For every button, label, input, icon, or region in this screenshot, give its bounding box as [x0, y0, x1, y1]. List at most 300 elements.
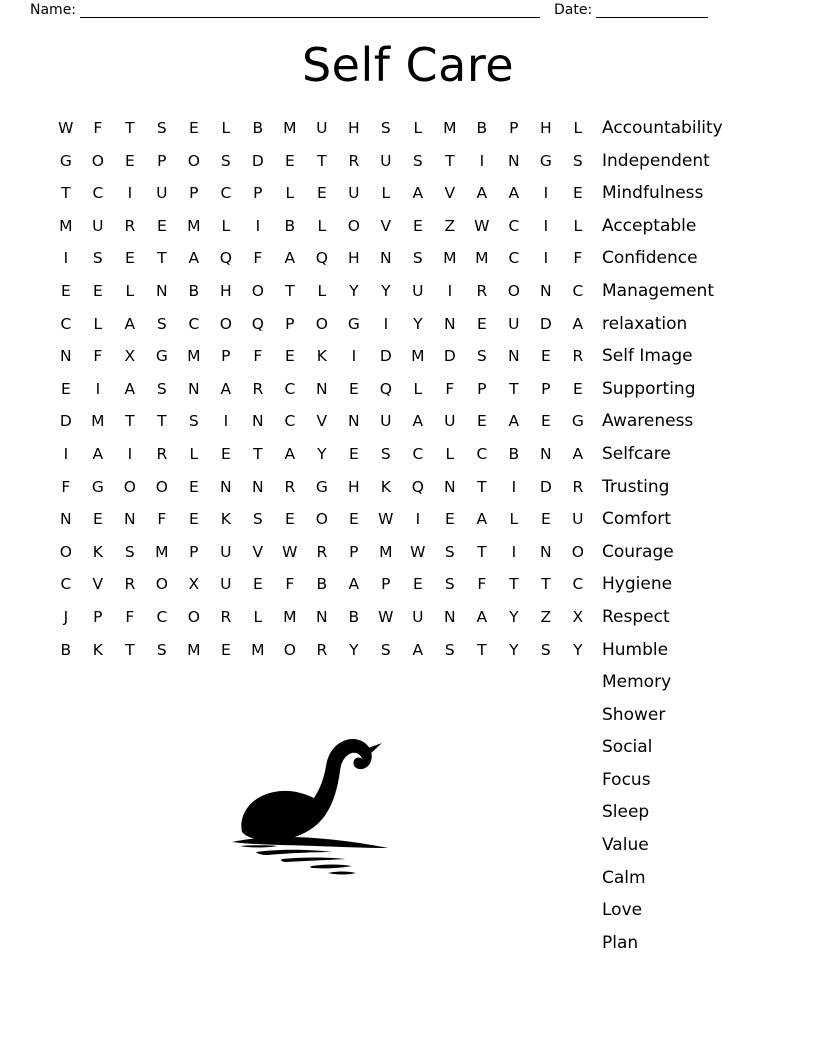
grid-cell[interactable]: O: [155, 477, 169, 496]
grid-cell[interactable]: A: [92, 444, 104, 463]
grid-cell[interactable]: O: [59, 542, 73, 561]
grid-cell[interactable]: D: [251, 151, 265, 170]
name-input-line[interactable]: [80, 5, 540, 18]
grid-cell[interactable]: B: [188, 281, 200, 300]
word-list-item[interactable]: Social: [602, 737, 653, 758]
grid-cell[interactable]: A: [348, 575, 360, 594]
grid-cell[interactable]: U: [444, 412, 456, 431]
grid-cell[interactable]: I: [255, 216, 261, 235]
grid-cell[interactable]: T: [477, 640, 487, 659]
word-list-item[interactable]: Memory: [602, 672, 672, 693]
grid-cell[interactable]: N: [156, 281, 168, 300]
word-list-item[interactable]: Value: [602, 835, 649, 856]
grid-cell[interactable]: D: [379, 347, 393, 366]
grid-cell[interactable]: E: [124, 249, 136, 268]
word-list-item[interactable]: Self Image: [602, 346, 693, 367]
grid-cell[interactable]: F: [157, 510, 167, 529]
grid-cell[interactable]: C: [508, 249, 520, 268]
grid-cell[interactable]: F: [285, 575, 295, 594]
word-list-item[interactable]: Sleep: [602, 802, 650, 823]
grid-cell[interactable]: K: [92, 542, 104, 561]
grid-cell[interactable]: O: [219, 314, 233, 333]
grid-cell[interactable]: K: [92, 640, 104, 659]
grid-cell[interactable]: O: [315, 314, 329, 333]
grid-cell[interactable]: P: [93, 607, 103, 626]
grid-cell[interactable]: P: [349, 542, 359, 561]
grid-cell[interactable]: A: [124, 314, 136, 333]
grid-cell[interactable]: P: [189, 542, 199, 561]
grid-cell[interactable]: T: [125, 412, 135, 431]
grid-cell[interactable]: R: [572, 347, 584, 366]
grid-cell[interactable]: I: [63, 444, 69, 463]
grid-cell[interactable]: U: [348, 184, 360, 203]
grid-cell[interactable]: A: [188, 249, 200, 268]
grid-cell[interactable]: Y: [349, 281, 359, 300]
grid-cell[interactable]: I: [415, 510, 421, 529]
grid-cell[interactable]: N: [380, 249, 392, 268]
grid-cell[interactable]: T: [157, 412, 167, 431]
grid-cell[interactable]: A: [284, 249, 296, 268]
grid-cell[interactable]: L: [413, 379, 423, 398]
grid-cell[interactable]: C: [412, 444, 424, 463]
grid-cell[interactable]: K: [220, 510, 232, 529]
grid-cell[interactable]: R: [316, 640, 328, 659]
grid-cell[interactable]: F: [573, 249, 583, 268]
grid-cell[interactable]: W: [378, 510, 394, 529]
grid-cell[interactable]: P: [253, 184, 263, 203]
grid-cell[interactable]: Q: [219, 249, 233, 268]
grid-cell[interactable]: H: [220, 281, 232, 300]
grid-cell[interactable]: S: [444, 575, 456, 594]
grid-cell[interactable]: N: [252, 477, 264, 496]
grid-cell[interactable]: C: [188, 314, 200, 333]
grid-cell[interactable]: V: [316, 412, 328, 431]
grid-cell[interactable]: N: [60, 347, 72, 366]
grid-cell[interactable]: E: [156, 216, 168, 235]
grid-cell[interactable]: B: [348, 607, 360, 626]
grid-cell[interactable]: A: [476, 184, 488, 203]
grid-cell[interactable]: I: [351, 347, 357, 366]
grid-cell[interactable]: T: [509, 379, 519, 398]
grid-cell[interactable]: D: [539, 477, 553, 496]
grid-cell[interactable]: M: [187, 640, 201, 659]
grid-cell[interactable]: O: [251, 281, 265, 300]
grid-cell[interactable]: M: [91, 412, 105, 431]
date-input-line[interactable]: [596, 5, 708, 18]
word-list-item[interactable]: Courage: [602, 541, 674, 562]
word-list-item[interactable]: Comfort: [602, 509, 671, 530]
grid-cell[interactable]: X: [572, 607, 584, 626]
grid-cell[interactable]: G: [155, 347, 169, 366]
grid-cell[interactable]: Y: [413, 314, 423, 333]
grid-cell[interactable]: F: [477, 575, 487, 594]
grid-cell[interactable]: C: [476, 444, 488, 463]
grid-cell[interactable]: S: [124, 542, 136, 561]
grid-cell[interactable]: U: [412, 607, 424, 626]
word-list-item[interactable]: Love: [602, 900, 643, 921]
grid-cell[interactable]: A: [508, 412, 520, 431]
grid-cell[interactable]: L: [221, 119, 231, 137]
grid-cell[interactable]: C: [60, 575, 72, 594]
grid-cell[interactable]: L: [573, 216, 583, 235]
grid-cell[interactable]: N: [220, 477, 232, 496]
grid-cell[interactable]: U: [412, 281, 424, 300]
grid-cell[interactable]: R: [124, 216, 136, 235]
grid-cell[interactable]: N: [316, 379, 328, 398]
grid-cell[interactable]: S: [156, 640, 168, 659]
grid-cell[interactable]: P: [189, 184, 199, 203]
grid-cell[interactable]: O: [187, 607, 201, 626]
grid-cell[interactable]: Z: [444, 216, 456, 235]
grid-cell[interactable]: T: [317, 151, 327, 170]
grid-cell[interactable]: P: [285, 314, 295, 333]
grid-cell[interactable]: E: [348, 379, 360, 398]
grid-cell[interactable]: E: [60, 379, 72, 398]
grid-cell[interactable]: N: [540, 444, 552, 463]
grid-cell[interactable]: H: [348, 477, 360, 496]
grid-cell[interactable]: G: [571, 412, 585, 431]
grid-cell[interactable]: F: [61, 477, 71, 496]
grid-cell[interactable]: I: [127, 444, 133, 463]
grid-cell[interactable]: C: [508, 216, 520, 235]
grid-cell[interactable]: E: [284, 510, 296, 529]
grid-cell[interactable]: M: [283, 119, 297, 137]
grid-cell[interactable]: O: [571, 542, 585, 561]
grid-cell[interactable]: M: [187, 216, 201, 235]
word-list-item[interactable]: Trusting: [602, 476, 670, 497]
grid-cell[interactable]: T: [285, 281, 295, 300]
grid-cell[interactable]: O: [507, 281, 521, 300]
grid-cell[interactable]: X: [124, 347, 136, 366]
grid-cell[interactable]: E: [316, 184, 328, 203]
grid-cell[interactable]: Q: [251, 314, 265, 333]
grid-cell[interactable]: E: [540, 510, 552, 529]
grid-cell[interactable]: E: [284, 151, 296, 170]
grid-cell[interactable]: A: [572, 314, 584, 333]
grid-cell[interactable]: E: [572, 379, 584, 398]
grid-cell[interactable]: S: [412, 151, 424, 170]
grid-cell[interactable]: A: [412, 412, 424, 431]
grid-cell[interactable]: O: [187, 151, 201, 170]
grid-cell[interactable]: N: [444, 477, 456, 496]
grid-cell[interactable]: K: [380, 477, 392, 496]
grid-cell[interactable]: C: [92, 184, 104, 203]
word-list-item[interactable]: Calm: [602, 867, 646, 888]
grid-cell[interactable]: S: [156, 119, 168, 137]
grid-cell[interactable]: S: [188, 412, 200, 431]
grid-cell[interactable]: U: [572, 510, 584, 529]
grid-cell[interactable]: S: [156, 314, 168, 333]
grid-cell[interactable]: H: [540, 119, 552, 137]
grid-cell[interactable]: C: [156, 607, 168, 626]
grid-cell[interactable]: A: [572, 444, 584, 463]
grid-cell[interactable]: I: [63, 249, 69, 268]
grid-cell[interactable]: R: [476, 281, 488, 300]
grid-cell[interactable]: Q: [411, 477, 425, 496]
grid-cell[interactable]: N: [60, 510, 72, 529]
grid-cell[interactable]: Y: [381, 281, 391, 300]
grid-cell[interactable]: U: [380, 151, 392, 170]
grid-cell[interactable]: D: [59, 412, 73, 431]
grid-cell[interactable]: G: [59, 151, 73, 170]
grid-cell[interactable]: L: [221, 216, 231, 235]
grid-cell[interactable]: O: [123, 477, 137, 496]
grid-cell[interactable]: S: [412, 249, 424, 268]
word-list-item[interactable]: Mindfulness: [602, 183, 704, 204]
grid-cell[interactable]: Y: [317, 444, 327, 463]
grid-cell[interactable]: A: [124, 379, 136, 398]
word-list-item[interactable]: Focus: [602, 769, 651, 790]
grid-cell[interactable]: E: [476, 314, 488, 333]
grid-cell[interactable]: W: [58, 119, 74, 137]
grid-cell[interactable]: D: [539, 314, 553, 333]
grid-cell[interactable]: N: [508, 347, 520, 366]
grid-cell[interactable]: F: [93, 347, 103, 366]
grid-cell[interactable]: S: [220, 151, 232, 170]
grid-cell[interactable]: N: [508, 151, 520, 170]
grid-cell[interactable]: E: [348, 444, 360, 463]
word-search-grid[interactable]: [50, 112, 594, 666]
grid-cell[interactable]: E: [124, 151, 136, 170]
grid-cell[interactable]: V: [380, 216, 392, 235]
grid-cell[interactable]: S: [380, 640, 392, 659]
grid-cell[interactable]: S: [380, 119, 392, 137]
grid-cell[interactable]: E: [252, 575, 264, 594]
grid-cell[interactable]: B: [508, 444, 520, 463]
grid-cell[interactable]: W: [282, 542, 298, 561]
grid-cell[interactable]: M: [155, 542, 169, 561]
grid-cell[interactable]: F: [253, 347, 263, 366]
grid-cell[interactable]: G: [347, 314, 361, 333]
word-list-item[interactable]: Confidence: [602, 248, 698, 269]
grid-cell[interactable]: M: [283, 607, 297, 626]
grid-cell[interactable]: O: [91, 151, 105, 170]
grid-cell[interactable]: P: [157, 151, 167, 170]
grid-cell[interactable]: S: [572, 151, 584, 170]
grid-cell[interactable]: L: [381, 184, 391, 203]
grid-cell[interactable]: W: [410, 542, 426, 561]
word-list-item[interactable]: Plan: [602, 932, 639, 953]
grid-cell[interactable]: F: [445, 379, 455, 398]
grid-cell[interactable]: Y: [349, 640, 359, 659]
grid-cell[interactable]: V: [444, 184, 456, 203]
word-list-item[interactable]: Management: [602, 280, 714, 301]
grid-cell[interactable]: A: [508, 184, 520, 203]
word-list-item[interactable]: Supporting: [602, 378, 696, 399]
grid-cell[interactable]: P: [477, 379, 487, 398]
grid-cell[interactable]: E: [444, 510, 456, 529]
grid-cell[interactable]: N: [540, 281, 552, 300]
grid-cell[interactable]: D: [443, 347, 457, 366]
grid-cell[interactable]: E: [220, 640, 232, 659]
grid-cell[interactable]: R: [252, 379, 264, 398]
word-list-item[interactable]: Shower: [602, 704, 666, 725]
grid-cell[interactable]: V: [252, 542, 264, 561]
grid-cell[interactable]: R: [156, 444, 168, 463]
grid-cell[interactable]: N: [444, 607, 456, 626]
grid-cell[interactable]: E: [540, 412, 552, 431]
grid-cell[interactable]: Y: [509, 607, 519, 626]
grid-cell[interactable]: J: [63, 607, 69, 626]
grid-cell[interactable]: E: [348, 510, 360, 529]
grid-cell[interactable]: B: [316, 575, 328, 594]
grid-cell[interactable]: L: [445, 444, 455, 463]
grid-cell[interactable]: N: [124, 510, 136, 529]
grid-cell[interactable]: F: [253, 249, 263, 268]
grid-cell[interactable]: A: [476, 510, 488, 529]
grid-cell[interactable]: A: [476, 607, 488, 626]
grid-cell[interactable]: L: [573, 119, 583, 137]
word-list-item[interactable]: Humble: [602, 639, 669, 660]
grid-cell[interactable]: U: [508, 314, 520, 333]
grid-cell[interactable]: M: [443, 119, 457, 137]
grid-cell[interactable]: E: [220, 444, 232, 463]
grid-cell[interactable]: Y: [573, 640, 583, 659]
grid-cell[interactable]: N: [316, 607, 328, 626]
grid-cell[interactable]: B: [476, 119, 488, 137]
grid-cell[interactable]: B: [252, 119, 264, 137]
grid-cell[interactable]: P: [381, 575, 391, 594]
grid-cell[interactable]: S: [476, 347, 488, 366]
grid-cell[interactable]: R: [316, 542, 328, 561]
grid-cell[interactable]: E: [92, 510, 104, 529]
grid-cell[interactable]: O: [155, 575, 169, 594]
grid-cell[interactable]: E: [188, 119, 200, 137]
grid-cell[interactable]: Q: [315, 249, 329, 268]
grid-cell[interactable]: P: [221, 347, 231, 366]
grid-cell[interactable]: U: [316, 119, 328, 137]
word-list-item[interactable]: Independent: [602, 150, 710, 171]
grid-cell[interactable]: G: [315, 477, 329, 496]
word-list-item[interactable]: Hygiene: [602, 574, 673, 595]
grid-cell[interactable]: E: [412, 216, 424, 235]
grid-cell[interactable]: U: [220, 575, 232, 594]
grid-cell[interactable]: Q: [379, 379, 393, 398]
grid-cell[interactable]: S: [380, 444, 392, 463]
grid-cell[interactable]: I: [479, 151, 485, 170]
grid-cell[interactable]: T: [509, 575, 519, 594]
grid-cell[interactable]: T: [157, 249, 167, 268]
grid-cell[interactable]: I: [223, 412, 229, 431]
grid-cell[interactable]: L: [253, 607, 263, 626]
grid-cell[interactable]: V: [92, 575, 104, 594]
grid-cell[interactable]: U: [380, 412, 392, 431]
grid-cell[interactable]: O: [315, 510, 329, 529]
grid-cell[interactable]: C: [60, 314, 72, 333]
grid-cell[interactable]: H: [348, 249, 360, 268]
grid-cell[interactable]: A: [412, 184, 424, 203]
grid-cell[interactable]: L: [93, 314, 103, 333]
grid-cell[interactable]: M: [187, 347, 201, 366]
grid-cell[interactable]: T: [541, 575, 551, 594]
grid-cell[interactable]: Y: [509, 640, 519, 659]
grid-cell[interactable]: E: [476, 412, 488, 431]
grid-cell[interactable]: C: [220, 184, 232, 203]
grid-cell[interactable]: S: [540, 640, 552, 659]
grid-cell[interactable]: R: [284, 477, 296, 496]
grid-cell[interactable]: P: [509, 119, 519, 137]
word-list-item[interactable]: relaxation: [602, 313, 688, 334]
grid-cell[interactable]: S: [252, 510, 264, 529]
grid-cell[interactable]: T: [477, 477, 487, 496]
grid-cell[interactable]: L: [189, 444, 199, 463]
grid-cell[interactable]: M: [443, 249, 457, 268]
grid-cell[interactable]: N: [188, 379, 200, 398]
grid-cell[interactable]: W: [378, 607, 394, 626]
grid-cell[interactable]: U: [220, 542, 232, 561]
grid-cell[interactable]: W: [474, 216, 490, 235]
grid-cell[interactable]: N: [252, 412, 264, 431]
grid-cell[interactable]: M: [411, 347, 425, 366]
grid-cell[interactable]: U: [92, 216, 104, 235]
grid-cell[interactable]: M: [59, 216, 73, 235]
grid-cell[interactable]: I: [127, 184, 133, 203]
grid-cell[interactable]: C: [572, 281, 584, 300]
word-list-item[interactable]: Respect: [602, 606, 670, 627]
grid-cell[interactable]: G: [91, 477, 105, 496]
grid-cell[interactable]: I: [543, 216, 549, 235]
grid-cell[interactable]: E: [412, 575, 424, 594]
word-list-item[interactable]: Acceptable: [602, 215, 697, 236]
grid-cell[interactable]: B: [284, 216, 296, 235]
grid-cell[interactable]: R: [220, 607, 232, 626]
grid-cell[interactable]: S: [92, 249, 104, 268]
grid-cell[interactable]: C: [572, 575, 584, 594]
grid-cell[interactable]: B: [60, 640, 72, 659]
grid-cell[interactable]: L: [413, 119, 423, 137]
grid-cell[interactable]: U: [156, 184, 168, 203]
word-list-item[interactable]: Accountability: [602, 118, 723, 138]
grid-cell[interactable]: E: [188, 510, 200, 529]
grid-cell[interactable]: H: [348, 119, 360, 137]
grid-cell[interactable]: L: [125, 281, 135, 300]
grid-cell[interactable]: S: [444, 542, 456, 561]
grid-cell[interactable]: L: [317, 216, 327, 235]
grid-cell[interactable]: L: [509, 510, 519, 529]
grid-cell[interactable]: A: [284, 444, 296, 463]
grid-cell[interactable]: T: [61, 184, 71, 203]
grid-cell[interactable]: I: [383, 314, 389, 333]
grid-cell[interactable]: I: [511, 542, 517, 561]
grid-cell[interactable]: E: [540, 347, 552, 366]
grid-cell[interactable]: G: [539, 151, 553, 170]
grid-cell[interactable]: R: [348, 151, 360, 170]
grid-cell[interactable]: Z: [540, 607, 552, 626]
word-list-item[interactable]: Selfcare: [602, 443, 671, 464]
grid-cell[interactable]: R: [124, 575, 136, 594]
grid-cell[interactable]: T: [445, 151, 455, 170]
grid-cell[interactable]: A: [412, 640, 424, 659]
grid-cell[interactable]: N: [348, 412, 360, 431]
grid-cell[interactable]: C: [284, 412, 296, 431]
grid-cell[interactable]: E: [572, 184, 584, 203]
grid-cell[interactable]: M: [475, 249, 489, 268]
grid-cell[interactable]: I: [447, 281, 453, 300]
grid-cell[interactable]: T: [477, 542, 487, 561]
grid-cell[interactable]: E: [188, 477, 200, 496]
grid-cell[interactable]: C: [284, 379, 296, 398]
grid-cell[interactable]: T: [253, 444, 263, 463]
grid-cell[interactable]: K: [316, 347, 328, 366]
grid-cell[interactable]: E: [284, 347, 296, 366]
grid-cell[interactable]: A: [220, 379, 232, 398]
grid-cell[interactable]: L: [317, 281, 327, 300]
grid-cell[interactable]: T: [125, 640, 135, 659]
grid-cell[interactable]: O: [347, 216, 361, 235]
grid-cell[interactable]: I: [543, 249, 549, 268]
grid-cell[interactable]: M: [251, 640, 265, 659]
grid-cell[interactable]: X: [188, 575, 200, 594]
